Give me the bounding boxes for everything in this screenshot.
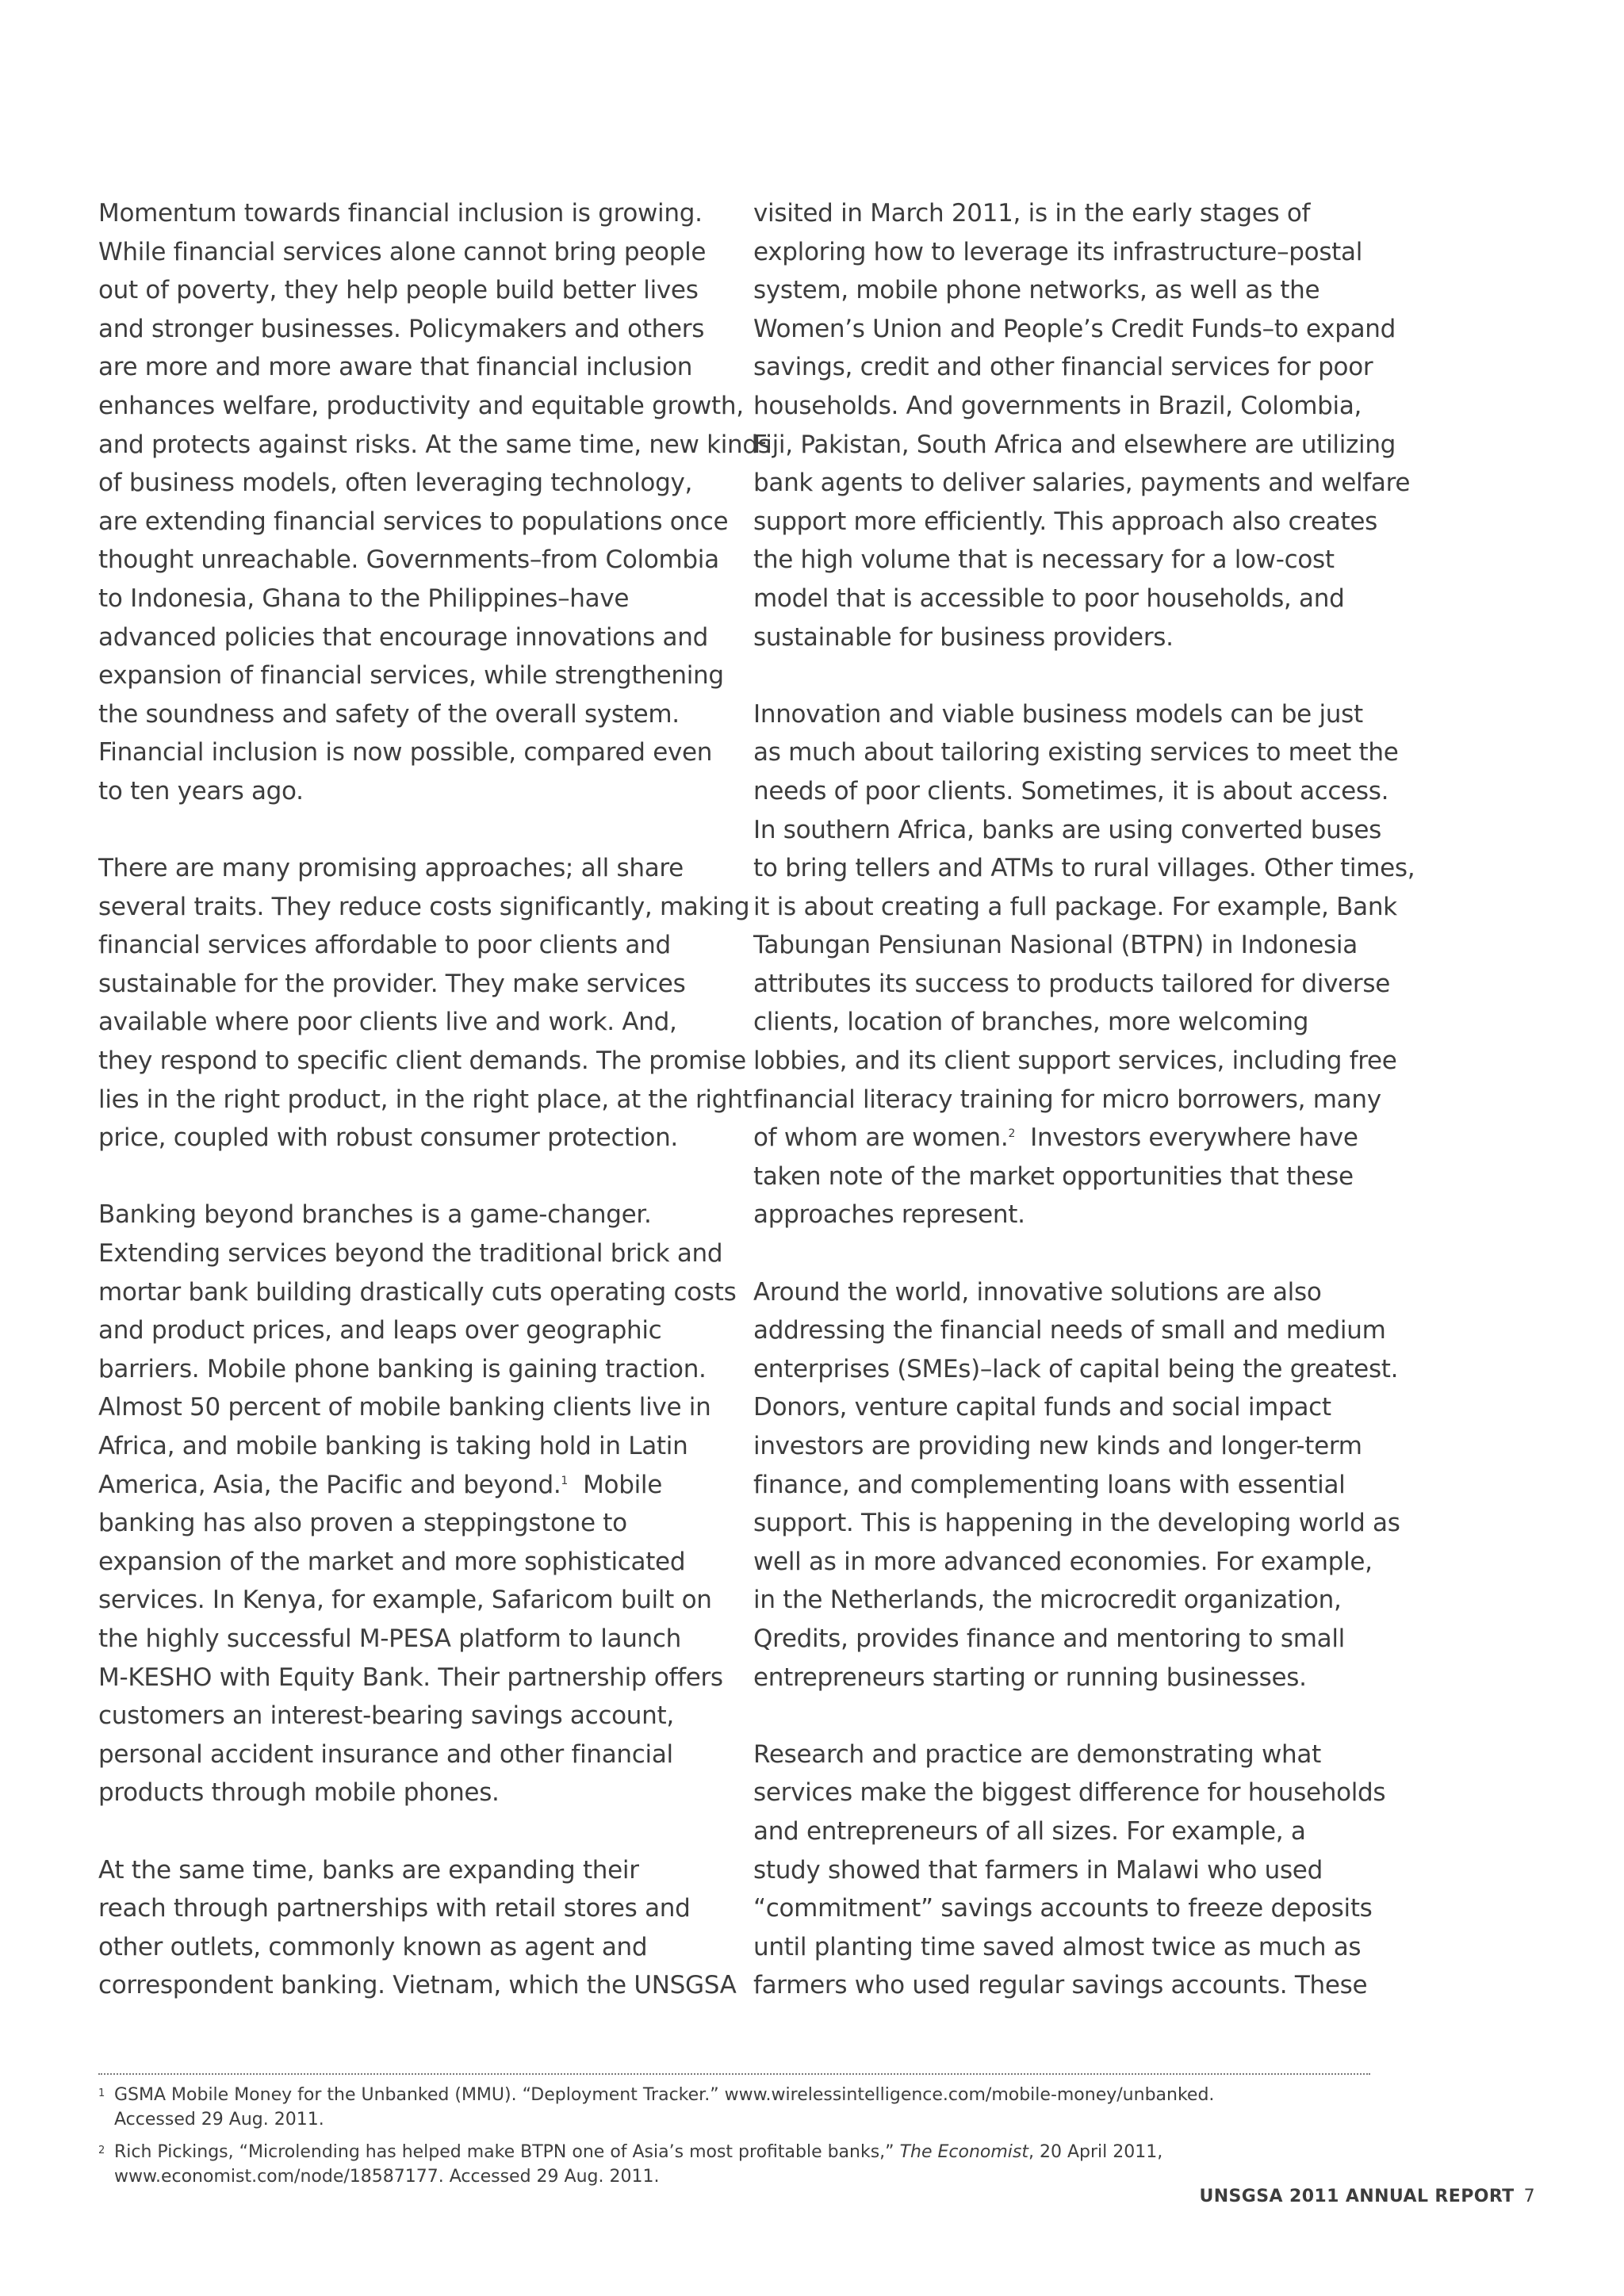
text-line: [753, 695, 1388, 734]
text-line-content: sustainable for the provider. They make services: [98, 969, 686, 998]
text-line: [98, 1427, 733, 1466]
text-line-content: correspondent banking. Vietnam, which the UNSGSA: [98, 1971, 737, 2000]
text-line-content: sustainable for business providers.: [753, 622, 1174, 652]
text-line-content: banking has also proven a steppingstone to: [98, 1509, 627, 1538]
paragraph: [98, 849, 753, 1158]
text-line-content: and entrepreneurs of all sizes. For example, a: [753, 1816, 1306, 1846]
text-line-content: are extending financial services to populations once: [98, 507, 729, 536]
text-line: [98, 695, 733, 734]
text-line-content: In southern Africa, banks are using converted buses: [753, 815, 1381, 844]
footnote-publication: The Economist: [899, 2142, 1028, 2162]
text-line-content: expansion of financial services, while strengthening: [98, 661, 724, 691]
text-line: [98, 1196, 733, 1234]
text-line: [753, 888, 1397, 927]
text-line-content: Almost 50 percent of mobile banking clients live in: [98, 1393, 711, 1422]
text-line: [753, 1966, 1388, 2005]
text-line: [753, 965, 1388, 1004]
text-line: [98, 1504, 733, 1543]
text-line: [98, 1311, 733, 1350]
text-line: [753, 1928, 1388, 1967]
footnote-marker: 1: [561, 1474, 568, 1487]
text-line: [753, 849, 1415, 888]
text-line-content: addressing the financial needs of small and medium: [753, 1316, 1386, 1345]
text-line-content: system, mobile phone networks, as well as the: [753, 276, 1320, 305]
text-line-content: mortar bank building drastically cuts operating costs: [98, 1277, 737, 1307]
footnote-text: [114, 2141, 1383, 2165]
text-line-content: they respond to specific client demands. The promise: [98, 1047, 746, 1076]
text-line: [98, 1543, 733, 1582]
text-line: [98, 965, 733, 1004]
paragraph: [98, 1851, 737, 2005]
text-line: [753, 772, 1388, 811]
text-line-content: reach through partnerships with retail stores and: [98, 1894, 691, 1923]
text-line-content: Qredits, provides finance and mentoring to small: [753, 1624, 1345, 1653]
text-line: [753, 1081, 1388, 1119]
footnote-number: 1: [98, 2087, 105, 2099]
paragraph: [753, 1273, 1400, 1697]
text-line-content: attributes its success to products tailored for diverse: [753, 969, 1390, 998]
text-line: [98, 503, 733, 541]
text-line-content: households. And governments in Brazil, Colombia,: [753, 391, 1362, 420]
text-line: [753, 1158, 1388, 1196]
text-line-content: Research and practice are demonstrating what: [753, 1739, 1321, 1769]
footnote-text: Accessed 29 Aug. 2011.: [114, 2109, 324, 2130]
text-line: [753, 1735, 1388, 1774]
text-line-content: the high volume that is necessary for a low-cost: [753, 545, 1335, 575]
text-line: [753, 1119, 1388, 1158]
text-line-content: Innovation and viable business models can be just: [753, 699, 1363, 729]
text-line: [753, 1311, 1388, 1350]
text-line: [98, 1966, 737, 2005]
text-line-content: Mobile: [583, 1470, 662, 1499]
text-line-content: exploring how to leverage its infrastructure–postal: [753, 237, 1363, 266]
text-line: [753, 926, 1388, 965]
text-line: [98, 1350, 733, 1389]
page-number: 7: [1523, 2187, 1535, 2206]
text-line-content: services. In Kenya, for example, Safaricom built on: [98, 1586, 712, 1615]
text-line-content: it is about creating a full package. For example, Bank: [753, 892, 1397, 921]
text-line-content: as much about tailoring existing services to meet the: [753, 738, 1399, 767]
text-line-content: out of poverty, they help people build better lives: [98, 276, 699, 305]
text-line: [98, 271, 733, 310]
text-line-content: Investors everywhere have: [1030, 1123, 1358, 1153]
text-line: [753, 1543, 1388, 1582]
footnote-2: [98, 2141, 1383, 2189]
text-line-content: Tabungan Pensiunan Nasional (BTPN) in Indonesia: [753, 931, 1358, 960]
text-line: [753, 1466, 1388, 1505]
text-line: [753, 1659, 1388, 1697]
text-line-content: Donors, venture capital funds and social impact: [753, 1393, 1331, 1422]
text-line: [753, 811, 1388, 850]
text-line: [98, 772, 733, 811]
text-line: [753, 1812, 1388, 1851]
text-line-content: are more and more aware that financial inclusion: [98, 353, 693, 382]
text-line-content: of whom are women.: [753, 1123, 1009, 1153]
text-line: [98, 541, 733, 580]
text-line: [753, 271, 1388, 310]
text-line-content: Extending services beyond the traditional brick and: [98, 1239, 723, 1269]
text-line: [753, 1889, 1388, 1928]
text-line-content: advanced policies that encourage innovations and: [98, 622, 708, 652]
text-line-content: taken note of the market opportunities that these: [753, 1161, 1354, 1191]
footnote-divider: [98, 2073, 1370, 2075]
text-line: [98, 1273, 737, 1312]
text-line-content: lobbies, and its client support services, including free: [753, 1047, 1397, 1076]
text-line-content: investors are providing new kinds and longer-term: [753, 1432, 1362, 1460]
text-line-content: Momentum towards financial inclusion is growing.: [98, 199, 703, 228]
text-line: [753, 1504, 1400, 1543]
right-column: [753, 194, 1415, 2044]
text-line: [98, 1042, 746, 1081]
text-line: [98, 926, 733, 965]
footnote-marker: 2: [1008, 1127, 1016, 1141]
text-line: [753, 1851, 1388, 1890]
text-line: [98, 1234, 733, 1273]
text-line: [753, 618, 1388, 657]
text-line: [98, 618, 733, 657]
text-line-content: bank agents to deliver salaries, payments and welfare: [753, 469, 1411, 498]
footnote-text-part: , 20 April 2011,: [1028, 2142, 1163, 2162]
text-line-content: of business models, often leveraging technology,: [98, 469, 693, 498]
left-column: [98, 194, 771, 2044]
text-line-content: Around the world, innovative solutions are also: [753, 1277, 1322, 1307]
text-line-content: At the same time, banks are expanding their: [98, 1855, 639, 1885]
text-line-content: visited in March 2011, is in the early stages of: [753, 199, 1311, 228]
text-line-content: and protects against risks. At the same time, new kinds: [98, 430, 771, 459]
text-line: [753, 541, 1388, 580]
text-line: [98, 888, 750, 927]
text-line: [98, 233, 733, 272]
text-line: [753, 426, 1396, 465]
text-line-content: support more efficiently. This approach also creates: [753, 507, 1377, 536]
text-line: [753, 348, 1388, 387]
text-line-content: farmers who used regular savings accounts. These: [753, 1971, 1368, 2000]
footnote-text-part: Rich Pickings, “Microlending has helped make BTPN one of Asia’s most profitable banks,”: [114, 2142, 900, 2162]
text-line-content: products through mobile phones.: [98, 1778, 500, 1808]
text-line-content: the soundness and safety of the overall system.: [98, 699, 680, 729]
footnote-text: www.economist.com/node/18587177. Accessed 29 Aug. 2011.: [114, 2166, 660, 2187]
text-line: [753, 194, 1388, 233]
footnotes: [98, 2084, 1383, 2198]
text-line-content: M-KESHO with Equity Bank. Their partnership offers: [98, 1663, 723, 1692]
text-line: [98, 310, 733, 349]
paragraph: [98, 194, 771, 811]
text-line-content: in the Netherlands, the microcredit organization,: [753, 1586, 1342, 1615]
text-line: [753, 1427, 1388, 1466]
text-line-content: There are many promising approaches; all share: [98, 854, 684, 883]
text-line-content: America, Asia, the Pacific and beyond.: [98, 1470, 561, 1499]
text-line: [753, 503, 1388, 541]
text-line-content: finance, and complementing loans with essential: [753, 1470, 1346, 1499]
paragraph: [753, 1735, 1388, 2005]
text-line: [753, 1388, 1388, 1427]
text-line: [98, 1889, 733, 1928]
text-line-content: expansion of the market and more sophisticated: [98, 1547, 686, 1576]
text-line: [98, 1081, 753, 1119]
text-line: [98, 733, 733, 772]
text-line: [98, 1003, 733, 1042]
text-line-content: customers an interest-bearing savings account,: [98, 1701, 674, 1731]
text-line: [98, 464, 733, 503]
text-line: [753, 1042, 1397, 1081]
text-line-content: available where poor clients live and work. And,: [98, 1008, 677, 1037]
text-line: [98, 348, 733, 387]
text-line-content: barriers. Mobile phone banking is gaining traction.: [98, 1354, 707, 1383]
text-line-content: financial services affordable to poor clients and: [98, 931, 671, 960]
text-line-content: Fiji, Pakistan, South Africa and elsewhere are utilizing: [753, 430, 1396, 459]
text-line: [753, 1350, 1399, 1389]
text-line: [98, 194, 733, 233]
text-line-content: financial literacy training for micro borrowers, many: [753, 1085, 1381, 1114]
text-line: [98, 387, 744, 426]
text-line-content: entrepreneurs starting or running businesses.: [753, 1663, 1307, 1692]
footnote-number: 2: [98, 2145, 105, 2156]
text-line: [98, 1659, 733, 1697]
text-line-content: and product prices, and leaps over geographic: [98, 1316, 662, 1345]
text-line-content: “commitment” savings accounts to freeze deposits: [753, 1894, 1373, 1923]
text-line-content: needs of poor clients. Sometimes, it is about access.: [753, 776, 1389, 806]
paragraph: [753, 695, 1415, 1234]
text-line-content: to bring tellers and ATMs to rural villages. Other times,: [753, 854, 1415, 883]
text-line: [753, 1273, 1388, 1312]
text-line: [98, 1581, 733, 1620]
text-line: [753, 310, 1396, 349]
text-line-content: enterprises (SMEs)–lack of capital being the greatest.: [753, 1354, 1399, 1383]
text-line-content: lies in the right product, in the right place, at the right: [98, 1085, 753, 1114]
text-line-content: Africa, and mobile banking is taking hold in Latin: [98, 1432, 688, 1460]
text-line-content: savings, credit and other financial services for poor: [753, 353, 1373, 382]
text-line-content: approaches represent.: [753, 1200, 1025, 1230]
text-line: [753, 1774, 1388, 1812]
text-line: [98, 1388, 733, 1427]
text-line-content: study showed that farmers in Malawi who used: [753, 1855, 1323, 1885]
text-line: [753, 1620, 1388, 1659]
text-line: [98, 1697, 733, 1735]
text-line-content: and stronger businesses. Policymakers and others: [98, 314, 705, 343]
text-line-content: other outlets, commonly known as agent and: [98, 1932, 648, 1961]
text-line-content: to Indonesia, Ghana to the Philippines–have: [98, 584, 630, 613]
text-line-content: model that is accessible to poor households, and: [753, 584, 1345, 613]
text-line: [98, 1620, 733, 1659]
text-line: [753, 464, 1411, 503]
text-line: [98, 426, 771, 465]
text-line-content: While financial services alone cannot bring people: [98, 237, 707, 266]
text-line-content: support. This is happening in the developing world as: [753, 1509, 1400, 1538]
text-line: [753, 1003, 1388, 1042]
text-line: [98, 1774, 733, 1812]
text-line: [753, 1581, 1388, 1620]
text-line-content: price, coupled with robust consumer protection.: [98, 1123, 678, 1153]
text-line-content: until planting time saved almost twice as much as: [753, 1932, 1362, 1961]
text-line: [753, 233, 1388, 272]
text-line-content: the highly successful M-PESA platform to launch: [98, 1624, 681, 1653]
text-line: [753, 387, 1388, 426]
paragraph: [753, 194, 1411, 656]
text-line-content: Banking beyond branches is a game-changer.: [98, 1200, 652, 1230]
text-line: [98, 1735, 733, 1774]
text-line-content: to ten years ago.: [98, 776, 304, 806]
text-line: [98, 1851, 733, 1890]
text-line: [98, 1466, 733, 1505]
text-line: [753, 733, 1399, 772]
text-line-content: enhances welfare, productivity and equitable growth,: [98, 391, 744, 420]
text-line-content: Women’s Union and People’s Credit Funds–to expand: [753, 314, 1396, 343]
footnote-text: GSMA Mobile Money for the Unbanked (MMU). “Deployment Tracker.” www.wirelessintelligence.com/mobile-money/unbanked.: [114, 2085, 1215, 2105]
text-line: [753, 1196, 1388, 1234]
text-line: [753, 580, 1388, 618]
text-line-content: services make the biggest difference for households: [753, 1778, 1386, 1808]
text-line: [98, 849, 733, 888]
text-line: [98, 1928, 733, 1967]
paragraph: [98, 1196, 737, 1812]
page-footer: [1199, 2187, 1535, 2206]
text-line-content: well as in more advanced economies. For example,: [753, 1547, 1373, 1576]
footnote-1: [98, 2084, 1383, 2132]
text-line-content: Financial inclusion is now possible, compared even: [98, 738, 713, 767]
text-line: [98, 656, 733, 695]
text-line-content: clients, location of branches, more welcoming: [753, 1008, 1309, 1037]
text-line-content: several traits. They reduce costs significantly, making: [98, 892, 750, 921]
text-line: [98, 1119, 733, 1158]
report-title: UNSGSA 2011 ANNUAL REPORT: [1199, 2187, 1515, 2206]
text-line: [98, 580, 733, 618]
text-line-content: thought unreachable. Governments–from Colombia: [98, 545, 719, 575]
text-line-content: personal accident insurance and other financial: [98, 1739, 673, 1769]
